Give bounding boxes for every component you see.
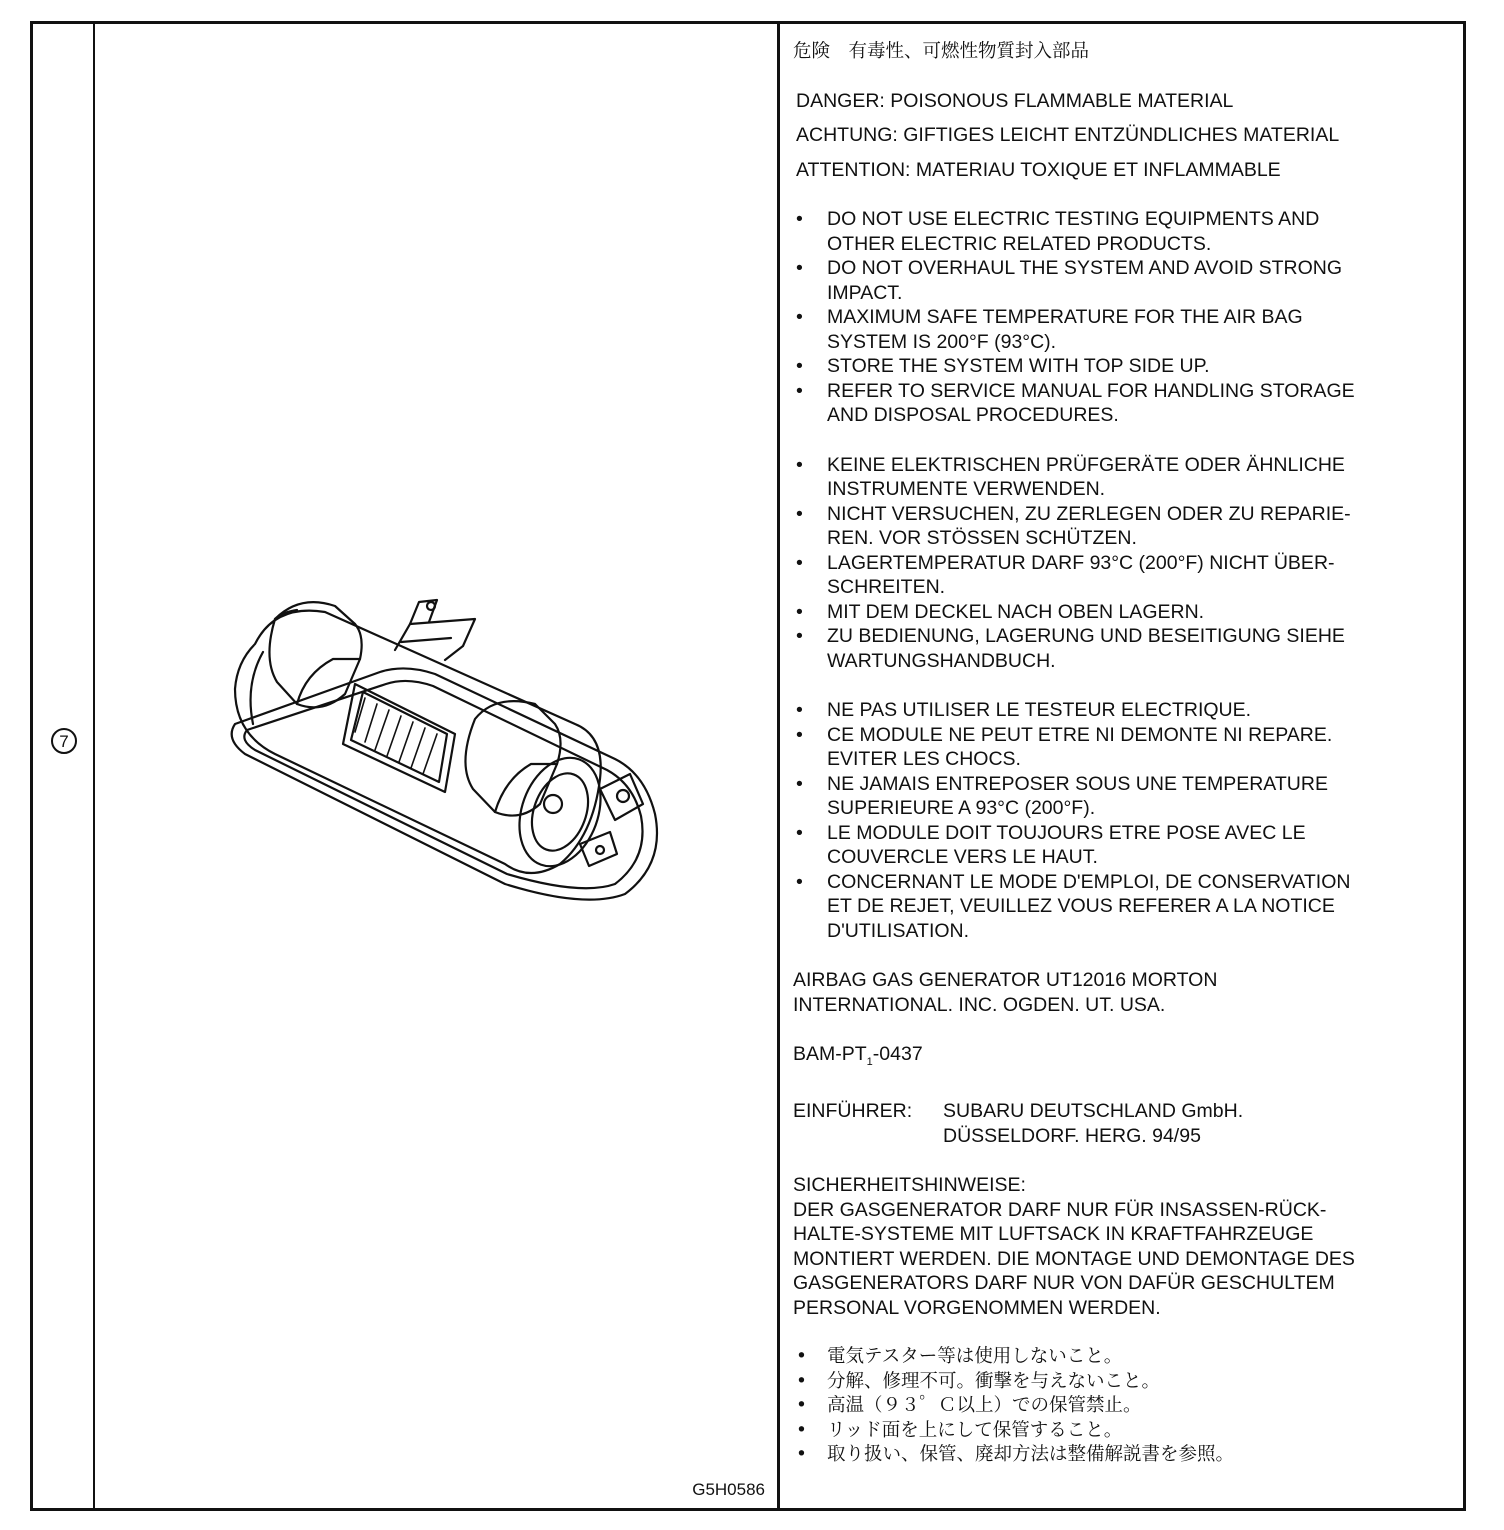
bam-number — [793, 1042, 1451, 1074]
danger-de: ACHTUNG: GIFTIGES LEICHT ENTZÜNDLICHES MATERIAL — [796, 124, 1340, 146]
list-item: • STORE THE SYSTEM WITH TOP SIDE UP. — [796, 354, 1451, 379]
bam-suffix: -0437 — [872, 1043, 923, 1065]
list-item: • 取り扱い、保管、廃却方法は整備解説書を参照。 — [796, 1443, 1451, 1468]
danger-en: DANGER: POISONOUS FLAMMABLE MATERIAL — [796, 89, 1234, 112]
list-item: • REFER TO SERVICE MANUAL FOR HANDLING STORAGE AND DISPOSAL PROCEDURES. — [796, 379, 1451, 428]
bam-subscript: 1 — [866, 1055, 873, 1068]
label-table — [30, 21, 1466, 1511]
list-item: • CONCERNANT LE MODE D'EMPLOI, DE CONSERVATION ET DE REJET, VEUILLEZ VOUS REFERER A LA NOTICE D'UTILISATION. — [796, 870, 1451, 944]
jp-heading: 危険 有毒性、可燃性物質封入部品 — [793, 41, 1090, 62]
list-item: • MIT DEM DECKEL NACH OBEN LAGERN. — [796, 600, 1451, 625]
importer-label: EINFÜHRER: — [793, 1100, 913, 1123]
list-item: • リッド面を上にして保管すること。 — [796, 1419, 1451, 1444]
list-item: • CE MODULE NE PEUT ETRE NI DEMONTE NI REPARE. EVITER LES CHOCS. — [796, 723, 1451, 772]
list-item: • 電気テスター等は使用しないこと。 — [796, 1345, 1451, 1370]
list-item: • 高温（９３゜Ｃ以上）での保管禁止。 — [796, 1394, 1451, 1419]
danger-fr: ATTENTION: MATERIAU TOXIQUE ET INFLAMMABLE — [796, 158, 1281, 181]
item-number-column — [33, 24, 95, 1508]
illustration-panel — [95, 24, 780, 1508]
list-item: • NE JAMAIS ENTREPOSER SOUS UNE TEMPERATURE SUPERIEURE A 93°C (200°F). — [796, 772, 1451, 821]
list-item: • DO NOT OVERHAUL THE SYSTEM AND AVOID STRONG IMPACT. — [796, 256, 1451, 305]
list-item: • NE PAS UTILISER LE TESTEUR ELECTRIQUE. — [796, 698, 1451, 723]
list-item: • DO NOT USE ELECTRIC TESTING EQUIPMENTS AND OTHER ELECTRIC RELATED PRODUCTS. — [796, 207, 1451, 256]
list-item: • LAGERTEMPERATUR DARF 93°C (200°F) NICHT ÜBER- SCHREITEN. — [796, 551, 1451, 600]
safety-text: DER GASGENERATOR DARF NUR FÜR INSASSEN-RÜCK- HALTE-SYSTEME MIT LUFTSACK IN KRAFTFAHRZEUGE MONTIERT WERDEN. DIE MONTAGE UND DEMONTAGE DES GASGENERATORS DARF NUR VON DAFÜR GESCHULTEM PERSONAL VORGENOMMEN WERDEN. — [793, 1198, 1355, 1319]
item-number: 7 — [51, 728, 77, 754]
figure-code: G5H0586 — [692, 1480, 765, 1499]
list-item: • KEINE ELEKTRISCHEN PRÜFGERÄTE ODER ÄHNLICHE INSTRUMENTE VERWENDEN. — [796, 453, 1451, 502]
list-item: • MAXIMUM SAFE TEMPERATURE FOR THE AIR BAG SYSTEM IS 200°F (93°C). — [796, 305, 1451, 354]
en-warnings — [793, 207, 1451, 428]
safety-heading: SICHERHEITSHINWEISE: — [793, 1174, 1026, 1197]
gas-generator-info: AIRBAG GAS GENERATOR UT12016 MORTON INTERNATIONAL. INC. OGDEN. UT. USA. — [793, 969, 1218, 1016]
list-item: • LE MODULE DOIT TOUJOURS ETRE POSE AVEC LE COUVERCLE VERS LE HAUT. — [796, 821, 1451, 870]
list-item: • NICHT VERSUCHEN, ZU ZERLEGEN ODER ZU REPARIE- REN. VOR STÖSSEN SCHÜTZEN. — [796, 502, 1451, 551]
airbag-module-icon — [205, 564, 665, 924]
fr-warnings — [793, 698, 1451, 943]
list-item: • ZU BEDIENUNG, LAGERUNG UND BESEITIGUNG SIEHE WARTUNGSHANDBUCH. — [796, 624, 1451, 673]
importer-value: SUBARU DEUTSCHLAND GmbH. DÜSSELDORF. HERG. 94/95 — [943, 1100, 1244, 1147]
importer — [793, 1099, 1451, 1148]
list-item: • 分解、修理不可。衝撃を与えないこと。 — [796, 1370, 1451, 1395]
jp-warnings — [793, 1345, 1451, 1468]
warning-label-text — [780, 24, 1463, 1508]
de-warnings — [793, 453, 1451, 674]
bam-prefix: BAM-PT — [793, 1043, 867, 1065]
